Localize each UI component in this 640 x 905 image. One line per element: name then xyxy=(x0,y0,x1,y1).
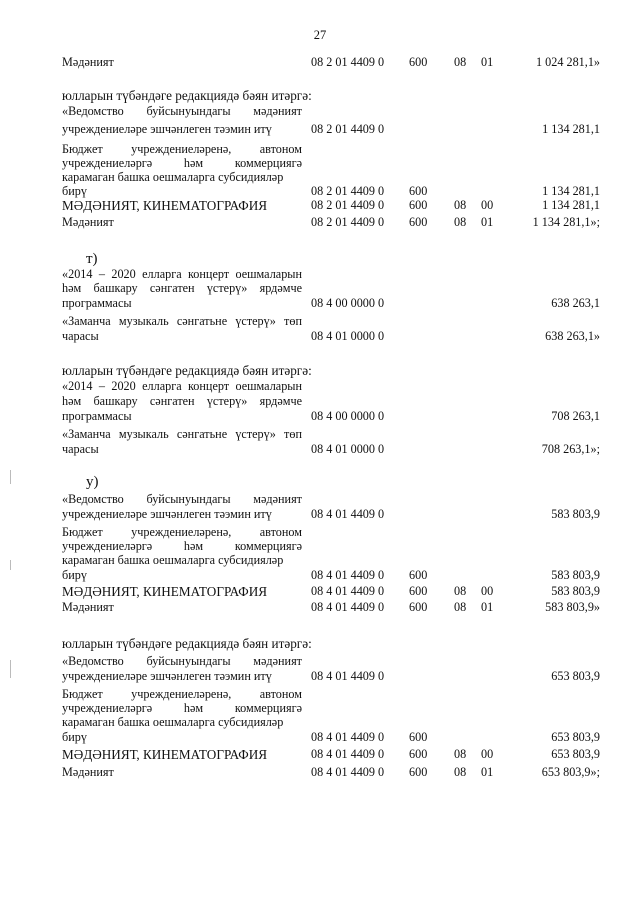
target-article-code: 08 4 01 4409 0 xyxy=(311,507,385,521)
section-code: 08 xyxy=(454,215,467,229)
row-text: программасы xyxy=(62,296,132,310)
row-text: Мәдәният xyxy=(62,55,114,69)
target-article-code: 08 4 01 4409 0 xyxy=(311,584,385,598)
table-row xyxy=(0,157,640,170)
row-text: Мәдәният xyxy=(62,215,114,229)
subsection-code: 00 xyxy=(481,198,494,212)
row-text: һәм башкару сәнгатен үстерү» ярдәмче xyxy=(62,394,302,408)
subsection-code: 01 xyxy=(481,600,494,614)
item-letter: т) xyxy=(86,251,98,267)
amount: 1 134 281,1 xyxy=(542,122,600,136)
row-text: «Заманча музыкаль сәнгатьне үстерү» төп xyxy=(62,427,302,441)
row-text: чарасы xyxy=(62,442,99,456)
section-code: 08 xyxy=(454,747,467,761)
row-text: Мәдәният xyxy=(62,765,114,779)
table-row xyxy=(0,216,640,229)
row-text: бирү xyxy=(62,730,87,744)
target-article-code: 08 2 01 4409 0 xyxy=(311,215,385,229)
amount: 583 803,9 xyxy=(551,507,600,521)
expense-type-code: 600 xyxy=(409,198,428,212)
expense-type-code: 600 xyxy=(409,747,428,761)
amount: 653 803,9»; xyxy=(541,765,600,779)
row-text: учреждениеләргә һәм коммерциягә xyxy=(62,156,302,170)
scan-artifact xyxy=(10,560,11,570)
target-article-code: 08 4 01 4409 0 xyxy=(311,747,385,761)
table-row xyxy=(0,330,640,343)
page-number: 27 xyxy=(313,28,327,42)
amount: 638 263,1 xyxy=(551,296,600,310)
target-article-code: 08 2 01 4409 0 xyxy=(311,184,385,198)
scan-artifact xyxy=(10,660,11,678)
target-article-code: 08 4 01 4409 0 xyxy=(311,568,385,582)
section-code: 08 xyxy=(454,600,467,614)
target-article-code: 08 2 01 4409 0 xyxy=(311,55,385,69)
amount: 1 134 281,1»; xyxy=(532,215,600,229)
table-row xyxy=(0,395,640,408)
table-row xyxy=(0,554,640,567)
subsection-code: 00 xyxy=(481,747,494,761)
row-text: бирү xyxy=(62,568,87,582)
table-row xyxy=(0,56,640,69)
table-row xyxy=(0,476,640,489)
item-letter: у) xyxy=(86,474,99,490)
table-row xyxy=(0,410,640,423)
amount: 653 803,9 xyxy=(551,669,600,683)
table-row xyxy=(0,702,640,715)
expense-type-code: 600 xyxy=(409,568,428,582)
row-text: МӘДӘНИЯТ, КИНЕМАТОГРАФИЯ xyxy=(62,584,268,599)
instruction-text: юлларын түбәндәге редакциядә бәян итәргә: xyxy=(62,636,312,651)
amount: 653 803,9 xyxy=(551,730,600,744)
expense-type-code: 600 xyxy=(409,55,428,69)
target-article-code: 08 4 00 0000 0 xyxy=(311,296,385,310)
target-article-code: 08 2 01 4409 0 xyxy=(311,198,385,212)
target-article-code: 08 4 01 0000 0 xyxy=(311,442,385,456)
row-text: Бюджет учреждениеләренә, автоном xyxy=(62,525,302,539)
row-text: учреждениеләре эшчәнлеген тәэмин итү xyxy=(62,507,272,521)
amount: 583 803,9 xyxy=(551,584,600,598)
target-article-code: 08 4 01 4409 0 xyxy=(311,669,385,683)
row-text: һәм башкару сәнгатен үстерү» ярдәмче xyxy=(62,281,302,295)
target-article-code: 08 4 01 4409 0 xyxy=(311,765,385,779)
target-article-code: 08 4 01 4409 0 xyxy=(311,730,385,744)
target-article-code: 08 4 00 0000 0 xyxy=(311,409,385,423)
section-code: 08 xyxy=(454,55,467,69)
subsection-code: 01 xyxy=(481,55,494,69)
table-row xyxy=(0,143,640,156)
expense-type-code: 600 xyxy=(409,584,428,598)
amount: 708 263,1 xyxy=(551,409,600,423)
table-row xyxy=(0,364,640,377)
table-row xyxy=(0,670,640,683)
amount: 653 803,9 xyxy=(551,747,600,761)
table-row xyxy=(0,443,640,456)
target-article-code: 08 4 01 0000 0 xyxy=(311,329,385,343)
expense-type-code: 600 xyxy=(409,730,428,744)
expense-type-code: 600 xyxy=(409,600,428,614)
table-row xyxy=(0,716,640,729)
row-text: МӘДӘНИЯТ, КИНЕМАТОГРАФИЯ xyxy=(62,198,268,213)
scan-artifact xyxy=(10,470,11,484)
row-text: «Заманча музыкаль сәнгатьне үстерү» төп xyxy=(62,314,302,328)
row-text: «Ведомство буйсынуындагы мәдәният xyxy=(62,104,302,118)
row-text: карамаган башка оешмаларга субсидияләр xyxy=(62,715,284,729)
table-row xyxy=(0,171,640,184)
expense-type-code: 600 xyxy=(409,765,428,779)
row-text: «2014 – 2020 елларга концерт оешмаларын xyxy=(62,379,302,393)
row-text: учреждениеләре эшчәнлеген тәэмин итү xyxy=(62,669,272,683)
table-row xyxy=(0,105,640,118)
row-text: Бюджет учреждениеләренә, автоном xyxy=(62,687,302,701)
row-text: учреждениеләре эшчәнлеген тәэмин итү xyxy=(62,122,272,136)
table-row xyxy=(0,253,640,266)
row-text: карамаган башка оешмаларга субсидияләр xyxy=(62,170,284,184)
table-row xyxy=(0,655,640,668)
table-row xyxy=(0,282,640,295)
amount: 583 803,9» xyxy=(545,600,600,614)
row-text: Мәдәният xyxy=(62,600,114,614)
row-text: чарасы xyxy=(62,329,99,343)
row-text: «Ведомство буйсынуындагы мәдәният xyxy=(62,654,302,668)
table-row xyxy=(0,731,640,744)
table-row xyxy=(0,123,640,136)
table-row xyxy=(0,380,640,393)
table-row xyxy=(0,268,640,281)
row-text: МӘДӘНИЯТ, КИНЕМАТОГРАФИЯ xyxy=(62,747,268,762)
subsection-code: 01 xyxy=(481,765,494,779)
table-row xyxy=(0,89,640,102)
subsection-code: 01 xyxy=(481,215,494,229)
amount: 583 803,9 xyxy=(551,568,600,582)
row-text: «2014 – 2020 елларга концерт оешмаларын xyxy=(62,267,302,281)
row-text: учреждениеләргә һәм коммерциягә xyxy=(62,539,302,553)
table-row xyxy=(0,748,640,761)
amount: 1 134 281,1 xyxy=(542,184,600,198)
amount: 708 263,1»; xyxy=(541,442,600,456)
table-row xyxy=(0,199,640,212)
row-text: «Ведомство буйсынуындагы мәдәният xyxy=(62,492,302,506)
row-text: программасы xyxy=(62,409,132,423)
amount: 1 024 281,1» xyxy=(536,55,600,69)
subsection-code: 00 xyxy=(481,584,494,598)
table-row xyxy=(0,688,640,701)
table-row xyxy=(0,493,640,506)
section-code: 08 xyxy=(454,584,467,598)
table-row xyxy=(0,637,640,650)
table-row xyxy=(0,601,640,614)
instruction-text: юлларын түбәндәге редакциядә бәян итәргә: xyxy=(62,363,312,378)
table-row xyxy=(0,585,640,598)
table-row xyxy=(0,569,640,582)
row-text: учреждениеләргә һәм коммерциягә xyxy=(62,701,302,715)
table-row xyxy=(0,297,640,310)
table-row xyxy=(0,540,640,553)
row-text: карамаган башка оешмаларга субсидияләр xyxy=(62,553,284,567)
amount: 1 134 281,1 xyxy=(542,198,600,212)
section-code: 08 xyxy=(454,198,467,212)
table-row xyxy=(0,526,640,539)
table-row xyxy=(0,766,640,779)
row-text: Бюджет учреждениеләренә, автоном xyxy=(62,142,302,156)
table-row xyxy=(0,185,640,198)
table-row xyxy=(0,508,640,521)
expense-type-code: 600 xyxy=(409,215,428,229)
expense-type-code: 600 xyxy=(409,184,428,198)
section-code: 08 xyxy=(454,765,467,779)
instruction-text: юлларын түбәндәге редакциядә бәян итәргә: xyxy=(62,88,312,103)
target-article-code: 08 4 01 4409 0 xyxy=(311,600,385,614)
amount: 638 263,1» xyxy=(545,329,600,343)
table-row xyxy=(0,428,640,441)
row-text: бирү xyxy=(62,184,87,198)
table-row xyxy=(0,315,640,328)
target-article-code: 08 2 01 4409 0 xyxy=(311,122,385,136)
